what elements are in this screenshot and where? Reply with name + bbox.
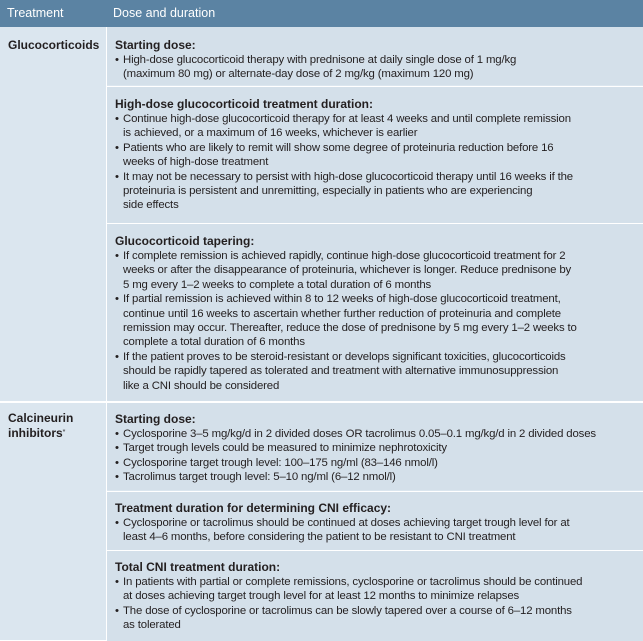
section-content (115, 560, 637, 633)
bullet-list (115, 53, 637, 82)
glucocorticoids-starting-dose-cell (107, 27, 643, 85)
bullet-list (115, 112, 637, 213)
section-content (115, 234, 637, 393)
section-title: Starting dose: (115, 412, 196, 426)
section-content (115, 97, 637, 213)
list-item: • Continue high-dose glucocorticoid therapy for at least 4 weeks and until complete remission is achieved, or a maximum of 16 weeks, whichever is earlier (115, 112, 637, 141)
list-item: • Cyclosporine or tacrolimus should be continued at doses achieving target trough level for at least 4–6 months, before considering the patient to be resistant to CNI treatment (115, 516, 637, 545)
bullet-list (115, 516, 637, 545)
list-item: • Patients who are likely to remit will show some degree of proteinuria reduction before 16 weeks of high-dose treatment (115, 141, 637, 170)
list-item: • If the patient proves to be steroid-resistant or develops significant toxicities, glucocorticoids should be rapidly tapered as tolerated and treatment with alternative immunosuppression like a CNI should be considered (115, 350, 637, 393)
section-content (115, 501, 637, 545)
list-item: • If partial remission is achieved within 8 to 12 weeks of high-dose glucocorticoid treatment, continue until 16 weeks to ascertain whether further reduction of proteinuria and complete remission may occur. Thereafter, reduce the dose of prednisone by 5 mg every 1–2 weeks to complete a total duration of 6 months (115, 292, 637, 350)
list-item: • Cyclosporine target trough level: 100–175 ng/ml (83–146 nmol/l) (115, 456, 637, 470)
list-item: • The dose of cyclosporine or tacrolimus can be slowly tapered over a course of 6–12 months as tolerated (115, 604, 637, 633)
row-label-calcineurin-inhibitors: Calcineurin inhibitors* (8, 411, 74, 440)
glucocorticoids-duration-cell (107, 86, 643, 223)
footnote-mark: * (62, 429, 66, 436)
cni-starting-dose-cell (107, 403, 643, 490)
section-title: High-dose glucocorticoid treatment duration: (115, 97, 374, 111)
bullet-list (115, 575, 637, 633)
section-title: Glucocorticoid tapering: (115, 234, 255, 248)
list-item: • If complete remission is achieved rapidly, continue high-dose glucocorticoid treatment for 2 weeks or after the disappearance of proteinuria, whichever is longer. Reduce prednisone by 5 mg every 1–2 weeks to complete a total duration of 6 months (115, 249, 637, 292)
cni-total-duration-cell (107, 550, 643, 641)
bullet-list (115, 427, 637, 485)
header-dose-duration: Dose and duration (113, 6, 216, 20)
list-item: • Cyclosporine 3–5 mg/kg/d in 2 divided doses OR tacrolimus 0.05–0.1 mg/kg/d in 2 divided doses (115, 427, 637, 441)
bullet-list (115, 249, 637, 393)
row-label-glucocorticoids: Glucocorticoids (8, 38, 100, 52)
list-item: • High-dose glucocorticoid therapy with prednisone at daily single dose of 1 mg/kg (maximum 80 mg) or alternate-day dose of 2 mg/kg (maximum 120 mg) (115, 53, 637, 82)
section-content (115, 38, 637, 82)
table-header (0, 0, 643, 27)
section-content (115, 412, 637, 485)
section-title: Treatment duration for determining CNI efficacy: (115, 501, 392, 515)
list-item: • Tacrolimus target trough level: 5–10 ng/ml (6–12 nmol/l) (115, 470, 637, 484)
header-treatment: Treatment (7, 6, 64, 20)
cni-efficacy-duration-cell (107, 491, 643, 550)
glucocorticoids-tapering-cell (107, 223, 643, 402)
list-item: • Target trough levels could be measured to minimize nephrotoxicity (115, 441, 637, 455)
section-title: Starting dose: (115, 38, 196, 52)
list-item: • It may not be necessary to persist with high-dose glucocorticoid therapy until 16 weeks if the proteinuria is persistent and unremitting, especially in patients who are experiencing side effects (115, 170, 637, 213)
list-item: • In patients with partial or complete remissions, cyclosporine or tacrolimus should be continued at doses achieving target trough level for at least 12 months to minimize relapses (115, 575, 637, 604)
section-title: Total CNI treatment duration: (115, 560, 281, 574)
